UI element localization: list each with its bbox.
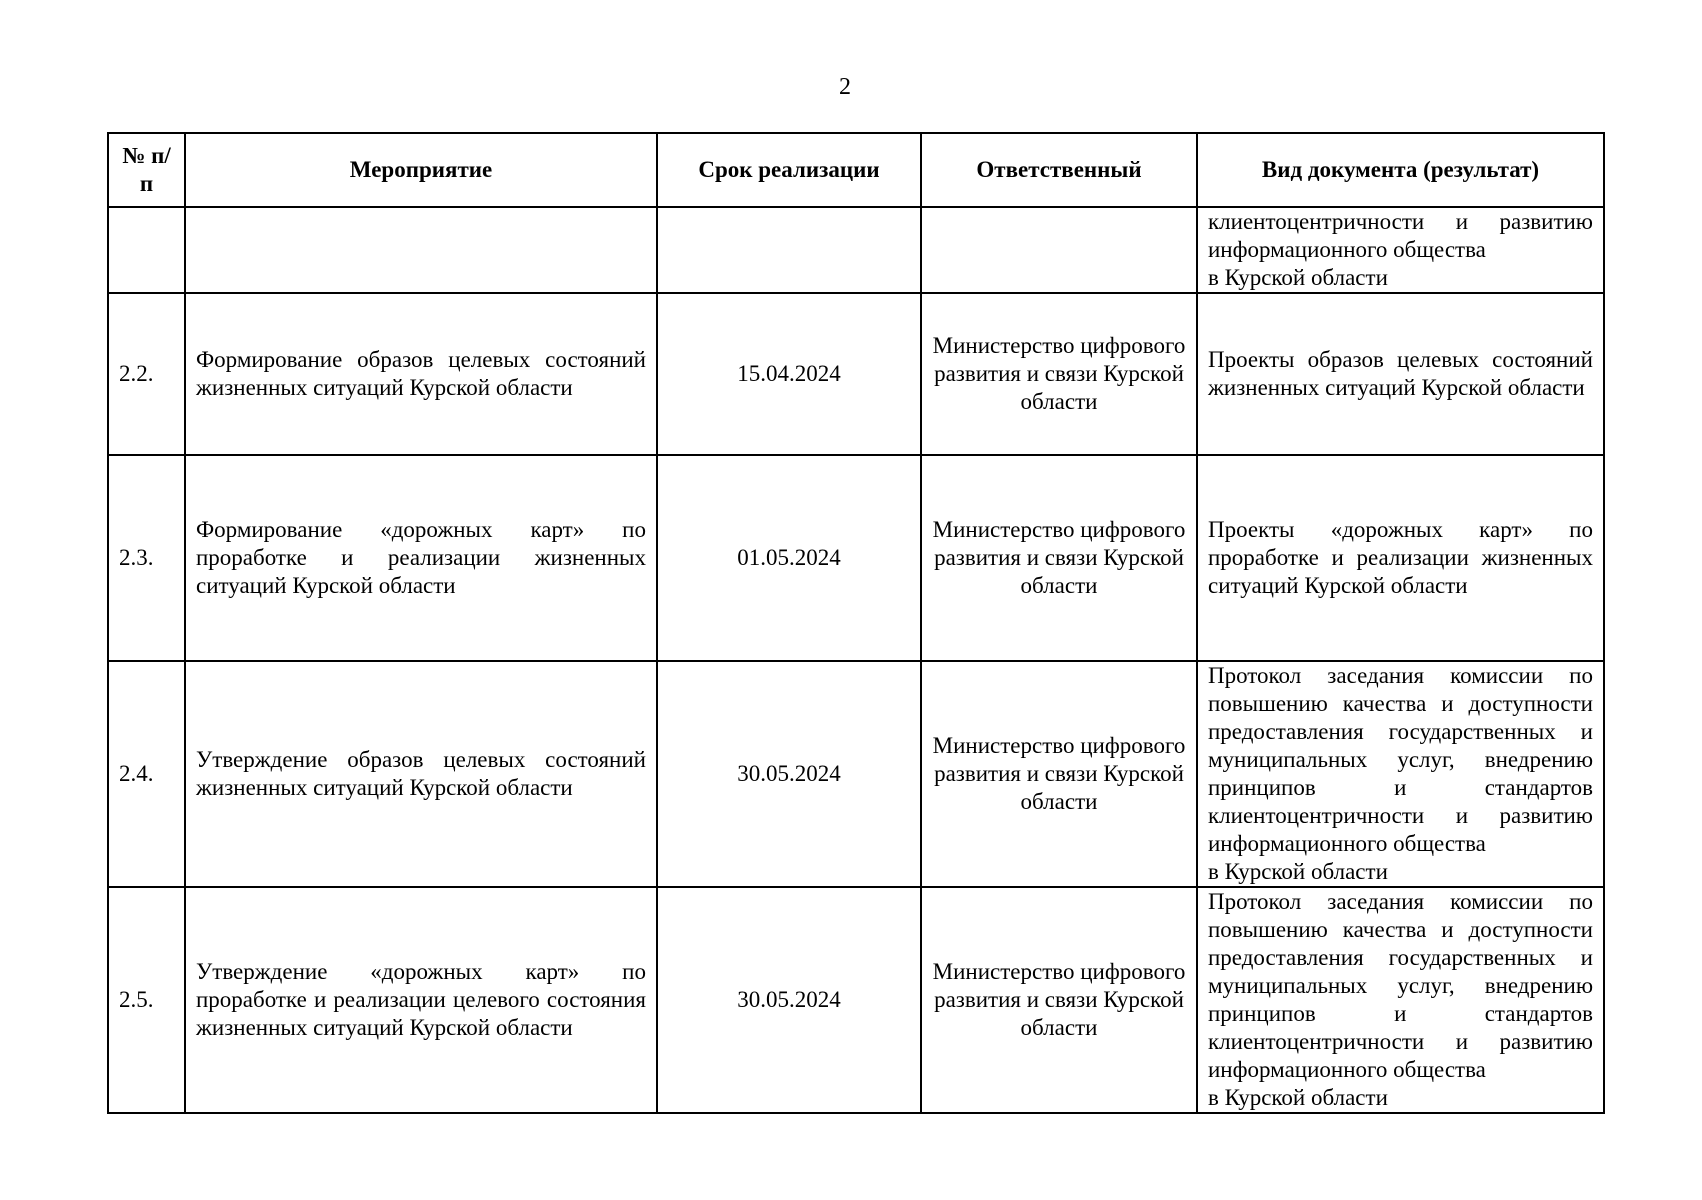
row-result [1197,887,1604,1113]
row-action [185,207,657,293]
row-result-text: Проекты «дорожных карт» по проработке и реализации жизненных ситуаций Курской области [1208,517,1593,598]
table-row [108,887,1604,1113]
row-result-tail: в Курской области [1208,265,1388,290]
row-num: 2.2. [108,293,185,455]
table-row [108,293,1604,455]
row-term: 30.05.2024 [657,661,921,887]
row-result [1197,661,1604,887]
row-responsible: Министерство цифрового развития и связи Курской области [921,293,1197,455]
row-term: 15.04.2024 [657,293,921,455]
row-responsible: Министерство цифрового развития и связи Курской области [921,887,1197,1113]
table-row [108,455,1604,661]
row-result-text: Протокол заседания комиссии по повышению качества и доступности предоставления государственных и муниципальных услуг, внедрению принципов и стандартов клиентоцентричности и развитию информационного общества [1208,889,1593,1082]
row-term: 01.05.2024 [657,455,921,661]
table-row [108,661,1604,887]
header-num: № п/п [108,133,185,207]
row-num: 2.4. [108,661,185,887]
row-result-text: Протокол заседания комиссии по повышению качества и доступности предоставления государственных и муниципальных услуг, внедрению принципов и стандартов клиентоцентричности и развитию информационного общества [1208,663,1593,856]
row-term [657,207,921,293]
header-term: Срок реализации [657,133,921,207]
row-responsible: Министерство цифрового развития и связи Курской области [921,661,1197,887]
header-responsible: Ответственный [921,133,1197,207]
table-row [108,207,1604,293]
row-result-tail: в Курской области [1208,859,1388,884]
header-result: Вид документа (результат) [1197,133,1604,207]
row-responsible: Министерство цифрового развития и связи Курской области [921,455,1197,661]
row-action: Формирование образов целевых состояний жизненных ситуаций Курской области [185,293,657,455]
row-result-text: Проекты образов целевых состояний жизненных ситуаций Курской области [1208,347,1593,400]
row-responsible [921,207,1197,293]
row-num: 2.5. [108,887,185,1113]
row-num [108,207,185,293]
table-header-row [108,133,1604,207]
row-action: Утверждение образов целевых состояний жизненных ситуаций Курской области [185,661,657,887]
page-number: 2 [839,74,851,100]
row-result-tail: в Курской области [1208,1085,1388,1110]
row-result-text: клиентоцентричности и развитию информационного общества [1208,209,1593,262]
row-result [1197,293,1604,455]
row-term: 30.05.2024 [657,887,921,1113]
row-result [1197,455,1604,661]
action-plan-table [107,132,1605,1114]
header-action: Мероприятие [185,133,657,207]
row-result [1197,207,1604,293]
row-action: Утверждение «дорожных карт» по проработке и реализации целевого состояния жизненных ситуаций Курской области [185,887,657,1113]
row-num: 2.3. [108,455,185,661]
row-action: Формирование «дорожных карт» по проработке и реализации жизненных ситуаций Курской области [185,455,657,661]
